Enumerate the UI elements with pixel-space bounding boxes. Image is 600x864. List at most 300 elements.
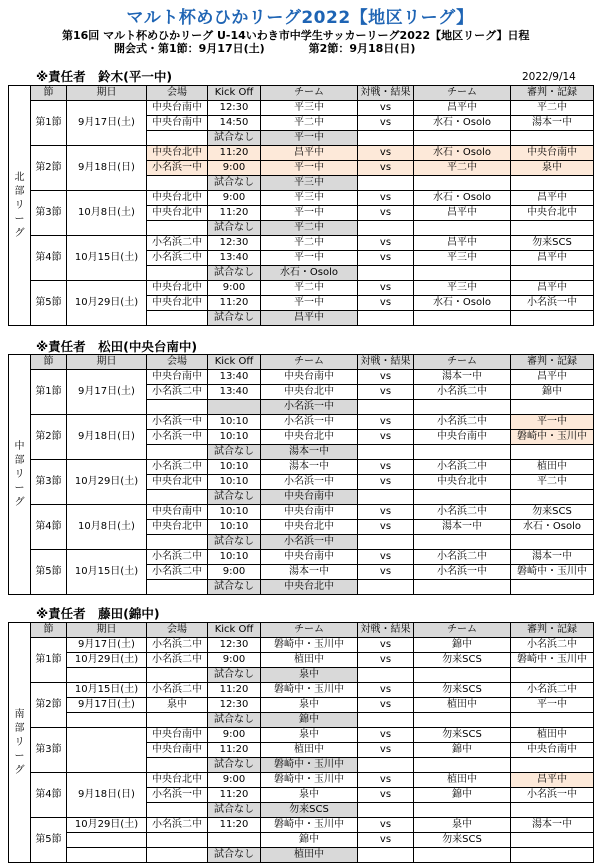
match-venue: 小名浜一中	[147, 430, 208, 445]
header-row	[9, 623, 594, 638]
no-game-label: 試合なし	[208, 535, 261, 550]
kickoff-time: 10:10	[208, 520, 261, 535]
bye-venue-cell	[147, 400, 208, 415]
versus: vs	[358, 206, 414, 221]
bye-empty-ref	[511, 176, 594, 191]
bye-empty-team2	[414, 266, 511, 281]
referee: 平一中	[511, 698, 594, 713]
header-date: 期日	[67, 623, 147, 638]
kickoff-time: 10:10	[208, 430, 261, 445]
table-row	[9, 638, 594, 653]
table-row	[9, 505, 594, 520]
kickoff-time: 10:10	[208, 505, 261, 520]
header-node: 節	[31, 86, 67, 101]
header-venue: 会場	[147, 623, 208, 638]
header-kickoff: Kick Off	[208, 623, 261, 638]
referee: 植田中	[511, 728, 594, 743]
header-vs: 対戦・結果	[358, 623, 414, 638]
versus: vs	[358, 550, 414, 565]
match-venue: 小名浜二中	[147, 236, 208, 251]
versus: vs	[358, 370, 414, 385]
bye-venue-cell	[147, 445, 208, 460]
bye-empty-team2	[414, 803, 511, 818]
referee: 平二中	[511, 101, 594, 116]
header-team2: チーム	[414, 623, 511, 638]
bye-empty-team2	[414, 176, 511, 191]
referee: 磐崎中・玉川中	[511, 565, 594, 580]
bye-venue-cell	[147, 535, 208, 550]
kickoff-time: 9:00	[208, 191, 261, 206]
no-game-label	[208, 400, 261, 415]
round-date: 9月17日(土)	[67, 370, 147, 415]
home-team: 平一中	[261, 251, 358, 266]
table-row	[9, 773, 594, 788]
bye-empty-team2	[414, 580, 511, 595]
header-team1: チーム	[261, 355, 358, 370]
versus: vs	[358, 728, 414, 743]
match-venue: 中央台南中	[147, 116, 208, 131]
referee: 小名浜二中	[511, 683, 594, 698]
bye-empty-team2	[414, 848, 511, 863]
bye-venue-cell	[147, 580, 208, 595]
round-label: 第2節	[31, 683, 67, 728]
match-venue: 小名浜二中	[147, 550, 208, 565]
referee: 平一中	[511, 415, 594, 430]
away-team: 勿来SCS	[414, 728, 511, 743]
no-game-label: 試合なし	[208, 580, 261, 595]
away-team: 植田中	[414, 698, 511, 713]
round-date: 10月8日(土)	[67, 191, 147, 236]
bye-team: 植田中	[261, 848, 358, 863]
referee: 小名浜二中	[511, 638, 594, 653]
table-row	[9, 146, 594, 161]
header-kickoff: Kick Off	[208, 355, 261, 370]
match-date: 9月17日(土)	[67, 638, 147, 653]
bye-empty-team2	[414, 311, 511, 326]
home-team: 中央台北中	[261, 385, 358, 400]
kickoff-time	[208, 833, 261, 848]
header-team1: チーム	[261, 86, 358, 101]
header-team1: チーム	[261, 623, 358, 638]
bye-empty-vs	[358, 580, 414, 595]
bye-team: 磐崎中・玉川中	[261, 758, 358, 773]
header-node: 節	[31, 355, 67, 370]
bye-team: 小名浜一中	[261, 535, 358, 550]
header-date: 期日	[67, 355, 147, 370]
bye-row	[9, 668, 594, 683]
away-team: 湯本一中	[414, 520, 511, 535]
header-venue: 会場	[147, 86, 208, 101]
versus: vs	[358, 146, 414, 161]
away-team: 水石・Osolo	[414, 191, 511, 206]
header-vs: 対戦・結果	[358, 86, 414, 101]
bye-team: 昌平中	[261, 311, 358, 326]
home-team: 中央台北中	[261, 430, 358, 445]
bye-empty-team2	[414, 221, 511, 236]
home-team: 平三中	[261, 191, 358, 206]
central-responsible: ※責任者 松田(中央台南中)	[36, 339, 198, 354]
round-label: 第3節	[31, 191, 67, 236]
away-team: 小名浜二中	[414, 460, 511, 475]
away-team: 勿来SCS	[414, 683, 511, 698]
table-row	[9, 728, 594, 743]
round-label: 第5節	[31, 281, 67, 326]
bye-empty-ref	[511, 758, 594, 773]
bye-empty-ref	[511, 266, 594, 281]
versus: vs	[358, 818, 414, 833]
match-venue: 小名浜一中	[147, 415, 208, 430]
bye-empty-team2	[414, 535, 511, 550]
kickoff-time: 9:00	[208, 653, 261, 668]
bye-empty-team2	[414, 668, 511, 683]
no-game-label: 試合なし	[208, 176, 261, 191]
header-row	[9, 355, 594, 370]
home-team: 植田中	[261, 743, 358, 758]
kickoff-time: 11:20	[208, 296, 261, 311]
bye-empty-team2	[414, 713, 511, 728]
kickoff-time: 9:00	[208, 728, 261, 743]
bye-team: 平一中	[261, 131, 358, 146]
referee: 湯本一中	[511, 116, 594, 131]
bye-team: 水石・Osolo	[261, 266, 358, 281]
kickoff-time: 9:00	[208, 773, 261, 788]
kickoff-time: 9:00	[208, 281, 261, 296]
versus: vs	[358, 251, 414, 266]
bye-empty-vs	[358, 311, 414, 326]
versus: vs	[358, 161, 414, 176]
kickoff-time: 14:50	[208, 116, 261, 131]
match-venue: 中央台南中	[147, 743, 208, 758]
bye-team: 平三中	[261, 176, 358, 191]
kickoff-time: 9:00	[208, 161, 261, 176]
bye-empty-ref	[511, 400, 594, 415]
bye-empty-team2	[414, 400, 511, 415]
north-responsible: ※責任者 鈴木(平一中)	[36, 69, 173, 84]
match-venue: 中央台北中	[147, 191, 208, 206]
bye-empty-ref	[511, 131, 594, 146]
referee: 昌平中	[511, 281, 594, 296]
bye-empty-vs	[358, 400, 414, 415]
match-venue: 小名浜二中	[147, 653, 208, 668]
referee: 勿来SCS	[511, 505, 594, 520]
kickoff-time: 12:30	[208, 101, 261, 116]
referee: 平二中	[511, 475, 594, 490]
bye-venue-cell	[147, 668, 208, 683]
bye-venue-cell	[147, 490, 208, 505]
bye-empty-ref	[511, 580, 594, 595]
versus: vs	[358, 698, 414, 713]
bye-empty-vs	[358, 131, 414, 146]
table-row	[9, 550, 594, 565]
versus: vs	[358, 191, 414, 206]
header-node: 節	[31, 623, 67, 638]
bye-empty-vs	[358, 445, 414, 460]
home-team: 平二中	[261, 281, 358, 296]
bye-empty-vs	[358, 803, 414, 818]
kickoff-time: 12:30	[208, 236, 261, 251]
bye-row	[9, 848, 594, 863]
home-team: 平一中	[261, 296, 358, 311]
table-row	[9, 236, 594, 251]
header-ref: 審判・記録	[511, 355, 594, 370]
versus: vs	[358, 505, 414, 520]
away-team: 小名浜二中	[414, 505, 511, 520]
bye-empty-ref	[511, 445, 594, 460]
table-row	[9, 683, 594, 698]
round-label: 第3節	[31, 728, 67, 773]
away-team: 昌平中	[414, 101, 511, 116]
round-date	[67, 668, 147, 683]
versus: vs	[358, 773, 414, 788]
round-date: 10月29日(土)	[67, 460, 147, 505]
bye-empty-team2	[414, 445, 511, 460]
home-team: 平二中	[261, 236, 358, 251]
referee: 磐崎中・玉川中	[511, 653, 594, 668]
league-name-text: 南部リーグ	[14, 708, 25, 776]
versus: vs	[358, 743, 414, 758]
table-row	[9, 415, 594, 430]
league-name-text: 北部リーグ	[14, 171, 25, 239]
match-venue: 小名浜二中	[147, 565, 208, 580]
away-team: 平二中	[414, 161, 511, 176]
match-venue: 小名浜二中	[147, 460, 208, 475]
round-date: 9月17日(土)	[67, 101, 147, 146]
away-team: 泉中	[414, 818, 511, 833]
league-name	[9, 355, 31, 595]
round-label: 第2節	[31, 415, 67, 460]
round-date: 10月15日(土)	[67, 550, 147, 595]
no-game-label: 試合なし	[208, 131, 261, 146]
away-team: 昌平中	[414, 206, 511, 221]
header-ref: 審判・記録	[511, 623, 594, 638]
header-ref: 審判・記録	[511, 86, 594, 101]
match-venue: 泉中	[147, 698, 208, 713]
dates-second: 第2節：9月18日(日)	[308, 42, 416, 55]
home-team: 泉中	[261, 728, 358, 743]
table-row	[9, 460, 594, 475]
home-team: 湯本一中	[261, 565, 358, 580]
table-row	[9, 833, 594, 848]
versus: vs	[358, 415, 414, 430]
versus: vs	[358, 460, 414, 475]
home-team: 昌平中	[261, 146, 358, 161]
kickoff-time: 11:20	[208, 683, 261, 698]
bye-team: 泉中	[261, 668, 358, 683]
versus: vs	[358, 683, 414, 698]
referee: 湯本一中	[511, 550, 594, 565]
bye-empty-ref	[511, 803, 594, 818]
bye-empty-ref	[511, 535, 594, 550]
table-row	[9, 191, 594, 206]
no-game-label: 試合なし	[208, 713, 261, 728]
versus: vs	[358, 520, 414, 535]
referee: 磐崎中・玉川中	[511, 430, 594, 445]
round-date	[67, 728, 147, 773]
referee: 中央台南中	[511, 743, 594, 758]
home-team: 磐崎中・玉川中	[261, 773, 358, 788]
referee: 中央台北中	[511, 206, 594, 221]
bye-venue-cell	[147, 803, 208, 818]
away-team: 湯本一中	[414, 370, 511, 385]
home-team: 中央台南中	[261, 550, 358, 565]
versus: vs	[358, 788, 414, 803]
kickoff-time: 11:20	[208, 818, 261, 833]
bye-empty-vs	[358, 490, 414, 505]
bye-empty-ref	[511, 713, 594, 728]
match-venue: 小名浜二中	[147, 818, 208, 833]
south-league-table	[8, 622, 594, 863]
bye-empty-ref	[511, 490, 594, 505]
versus: vs	[358, 116, 414, 131]
round-label: 第4節	[31, 505, 67, 550]
central-league-table	[8, 354, 594, 595]
kickoff-time: 11:20	[208, 146, 261, 161]
bye-team: 中央台南中	[261, 490, 358, 505]
versus: vs	[358, 101, 414, 116]
away-team: 小名浜一中	[414, 565, 511, 580]
round-label: 第1節	[31, 101, 67, 146]
match-date	[67, 833, 147, 848]
match-venue: 小名浜二中	[147, 683, 208, 698]
away-team: 勿来SCS	[414, 833, 511, 848]
bye-team: 平二中	[261, 221, 358, 236]
kickoff-time: 13:40	[208, 251, 261, 266]
home-team: 小名浜一中	[261, 415, 358, 430]
bye-venue-cell	[147, 758, 208, 773]
table-row	[9, 818, 594, 833]
match-venue	[147, 833, 208, 848]
kickoff-time: 13:40	[208, 385, 261, 400]
home-team: 錦中	[261, 833, 358, 848]
round-date: 10月29日(土)	[67, 281, 147, 326]
bye-venue-cell	[147, 311, 208, 326]
kickoff-time: 12:30	[208, 638, 261, 653]
round-label: 第4節	[31, 773, 67, 818]
home-team: 磐崎中・玉川中	[261, 683, 358, 698]
versus: vs	[358, 653, 414, 668]
round-label: 第5節	[31, 550, 67, 595]
match-venue: 中央台南中	[147, 505, 208, 520]
home-team: 中央台南中	[261, 505, 358, 520]
kickoff-time: 10:10	[208, 460, 261, 475]
no-game-label: 試合なし	[208, 803, 261, 818]
page-title: マルト杯めひかリーグ2022【地区リーグ】	[126, 8, 474, 28]
kickoff-time: 11:20	[208, 206, 261, 221]
round-date: 9月18日(日)	[67, 146, 147, 191]
referee: 水石・Osolo	[511, 520, 594, 535]
match-date: 10月15日(土)	[67, 683, 147, 698]
match-venue: 小名浜一中	[147, 161, 208, 176]
home-team: 小名浜一中	[261, 475, 358, 490]
home-team: 植田中	[261, 653, 358, 668]
kickoff-time: 10:10	[208, 415, 261, 430]
header-team2: チーム	[414, 86, 511, 101]
match-venue: 小名浜二中	[147, 385, 208, 400]
bye-empty-team2	[414, 758, 511, 773]
away-team: 勿来SCS	[414, 653, 511, 668]
round-label: 第4節	[31, 236, 67, 281]
home-team: 平三中	[261, 101, 358, 116]
bye-empty-team2	[414, 131, 511, 146]
referee: 昌平中	[511, 370, 594, 385]
match-venue: 中央台北中	[147, 281, 208, 296]
versus: vs	[358, 638, 414, 653]
referee	[511, 833, 594, 848]
home-team: 平一中	[261, 206, 358, 221]
referee: 湯本一中	[511, 818, 594, 833]
round-date: 10月15日(土)	[67, 236, 147, 281]
header-vs: 対戦・結果	[358, 355, 414, 370]
bye-team: 錦中	[261, 713, 358, 728]
referee: 昌平中	[511, 773, 594, 788]
match-date: 10月29日(土)	[67, 818, 147, 833]
match-venue: 中央台北中	[147, 206, 208, 221]
match-venue: 小名浜二中	[147, 638, 208, 653]
match-date: 9月17日(土)	[67, 698, 147, 713]
away-team: 中央台北中	[414, 475, 511, 490]
no-game-label: 試合なし	[208, 445, 261, 460]
league-name-text: 中部リーグ	[14, 440, 25, 508]
bye-venue-cell	[147, 176, 208, 191]
bye-empty-vs	[358, 221, 414, 236]
away-team: 錦中	[414, 638, 511, 653]
bye-empty-ref	[511, 311, 594, 326]
referee: 錦中	[511, 385, 594, 400]
away-team: 水石・Osolo	[414, 116, 511, 131]
match-venue: 中央台南中	[147, 728, 208, 743]
header-date: 期日	[67, 86, 147, 101]
no-game-label: 試合なし	[208, 490, 261, 505]
table-row	[9, 281, 594, 296]
match-venue: 中央台南中	[147, 370, 208, 385]
no-game-label: 試合なし	[208, 221, 261, 236]
versus: vs	[358, 296, 414, 311]
no-game-label: 試合なし	[208, 668, 261, 683]
kickoff-time: 13:40	[208, 370, 261, 385]
away-team: 錦中	[414, 788, 511, 803]
bye-venue-cell	[147, 848, 208, 863]
header-kickoff: Kick Off	[208, 86, 261, 101]
referee: 泉中	[511, 161, 594, 176]
round-date: 9月18日(日)	[67, 415, 147, 460]
opening-dates	[114, 40, 415, 56]
round-date: 9月18日(日)	[67, 773, 147, 818]
league-name	[9, 86, 31, 326]
no-game-label: 試合なし	[208, 266, 261, 281]
away-team: 小名浜二中	[414, 415, 511, 430]
bye-empty-vs	[358, 758, 414, 773]
kickoff-time: 9:00	[208, 565, 261, 580]
home-team: 平二中	[261, 116, 358, 131]
kickoff-time: 12:30	[208, 698, 261, 713]
referee: 小名浜一中	[511, 296, 594, 311]
bye-empty-ref	[511, 848, 594, 863]
kickoff-time: 10:10	[208, 550, 261, 565]
bye-venue-cell	[147, 131, 208, 146]
match-venue: 小名浜一中	[147, 788, 208, 803]
away-team: 小名浜二中	[414, 385, 511, 400]
table-row	[9, 698, 594, 713]
kickoff-time: 10:10	[208, 475, 261, 490]
away-team: 植田中	[414, 773, 511, 788]
match-venue: 中央台北中	[147, 520, 208, 535]
bye-empty-ref	[511, 221, 594, 236]
round-label: 第2節	[31, 146, 67, 191]
match-venue: 中央台北中	[147, 773, 208, 788]
table-row	[9, 653, 594, 668]
header-team2: チーム	[414, 355, 511, 370]
versus: vs	[358, 385, 414, 400]
